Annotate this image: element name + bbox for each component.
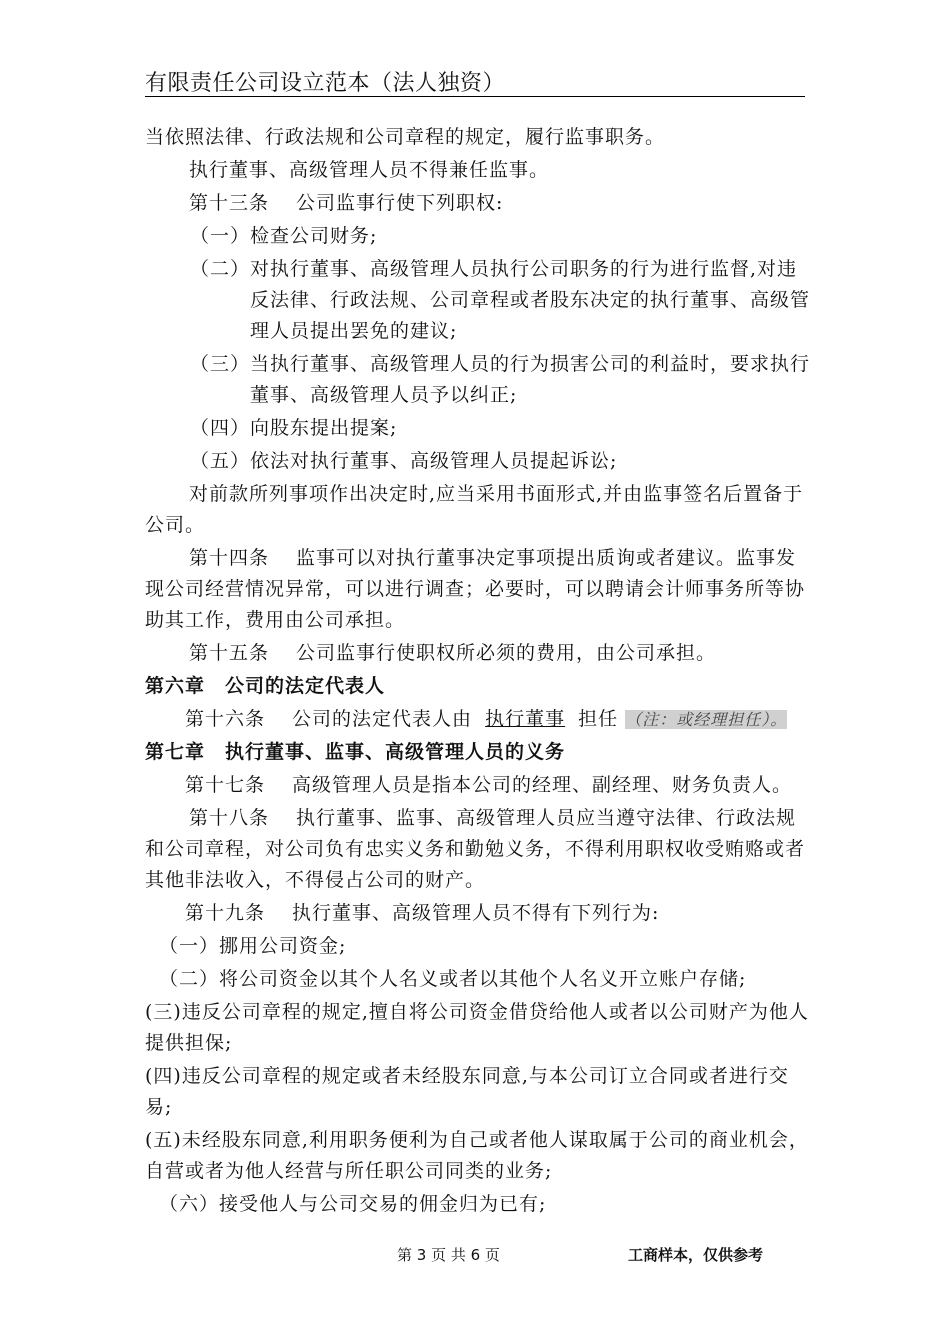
item-text: 向股东提出提案; — [250, 417, 398, 439]
article-15: 第十五条 公司监事行使职权所必须的费用，由公司承担。 — [189, 642, 717, 664]
list-item: (三)违反公司章程的规定,擅自将公司资金借贷给他人或者以公司财产为他人提供担保; — [145, 1001, 809, 1054]
article-17: 第十七条 高级管理人员是指本公司的经理、副经理、财务负责人。 — [185, 774, 793, 796]
page-header — [145, 66, 805, 97]
paragraph: 当依照法律、行政法规和公司章程的规定，履行监事职务。 — [145, 126, 666, 148]
item-number: （五） — [190, 450, 251, 472]
list-item — [145, 254, 810, 347]
article-16-text: 第十六条 公司的法定代表人由 — [185, 708, 473, 730]
filled-blank: 执行董事 — [485, 708, 566, 730]
item-text: 检查公司财务; — [250, 225, 378, 247]
list-item — [145, 349, 810, 411]
footer-note: 工商样本，仅供参考 — [628, 1246, 764, 1264]
item-text: 依法对执行董事、高级管理人员提起诉讼; — [250, 450, 618, 472]
list-item: （六）接受他人与公司交易的佣金归为已有; — [159, 1193, 547, 1215]
item-text: 对执行董事、高级管理人员执行公司职务的行为进行监督,对违反法律、行政法规、公司章程或者股东决定的执行董事、高级管理人员提出罢免的建议; — [250, 258, 811, 342]
article-19: 第十九条 执行董事、高级管理人员不得有下列行为: — [185, 902, 660, 924]
annotation-note: （注：或经理担任）。 — [625, 710, 788, 729]
list-item: （二）将公司资金以其个人名义或者以其他个人名义开立账户存储; — [159, 968, 747, 990]
chapter-heading: 第六章 公司的法定代表人 — [145, 675, 386, 697]
list-item: (五)未经股东同意,利用职务便利为自己或者他人谋取属于公司的商业机会，自营或者为他人经营与所任职公司同类的业务; — [145, 1129, 809, 1182]
document-body — [145, 122, 810, 1222]
chapter-heading: 第七章 执行董事、监事、高级管理人员的义务 — [145, 741, 566, 763]
paragraph: 对前款所列事项作出决定时,应当采用书面形式,并由监事签名后置备于公司。 — [145, 483, 804, 536]
list-item — [145, 221, 810, 252]
article-13: 第十三条 公司监事行使下列职权: — [189, 192, 504, 214]
article-16 — [145, 704, 810, 735]
header-title: 有限责任公司设立范本（法人独资） — [145, 71, 506, 96]
list-item: （一）挪用公司资金; — [159, 935, 347, 957]
item-number: （二） — [190, 258, 251, 280]
item-number: （三） — [190, 353, 251, 375]
item-text: 当执行董事、高级管理人员的行为损害公司的利益时，要求执行董事、高级管理人员予以纠正; — [250, 353, 811, 406]
item-number: （一） — [190, 225, 251, 247]
article-14: 第十四条 监事可以对执行董事决定事项提出质询或者建议。监事发现公司经营情况异常，可以进行调查；必要时，可以聘请会计师事务所等协助其工作，费用由公司承担。 — [145, 547, 806, 631]
item-number: （四） — [190, 417, 251, 439]
page-number: 第 3 页 共 6 页 — [397, 1246, 500, 1264]
list-item — [145, 413, 810, 444]
list-item — [145, 446, 810, 477]
article-16-text-end: 担任 — [578, 708, 619, 730]
article-18: 第十八条 执行董事、监事、高级管理人员应当遵守法律、行政法规和公司章程，对公司负有忠实义务和勤勉义务，不得利用职权收受贿赂或者其他非法收入，不得侵占公司的财产。 — [145, 807, 806, 891]
list-item: (四)违反公司章程的规定或者未经股东同意,与本公司订立合同或者进行交易; — [145, 1065, 789, 1118]
paragraph: 执行董事、高级管理人员不得兼任监事。 — [189, 159, 550, 181]
